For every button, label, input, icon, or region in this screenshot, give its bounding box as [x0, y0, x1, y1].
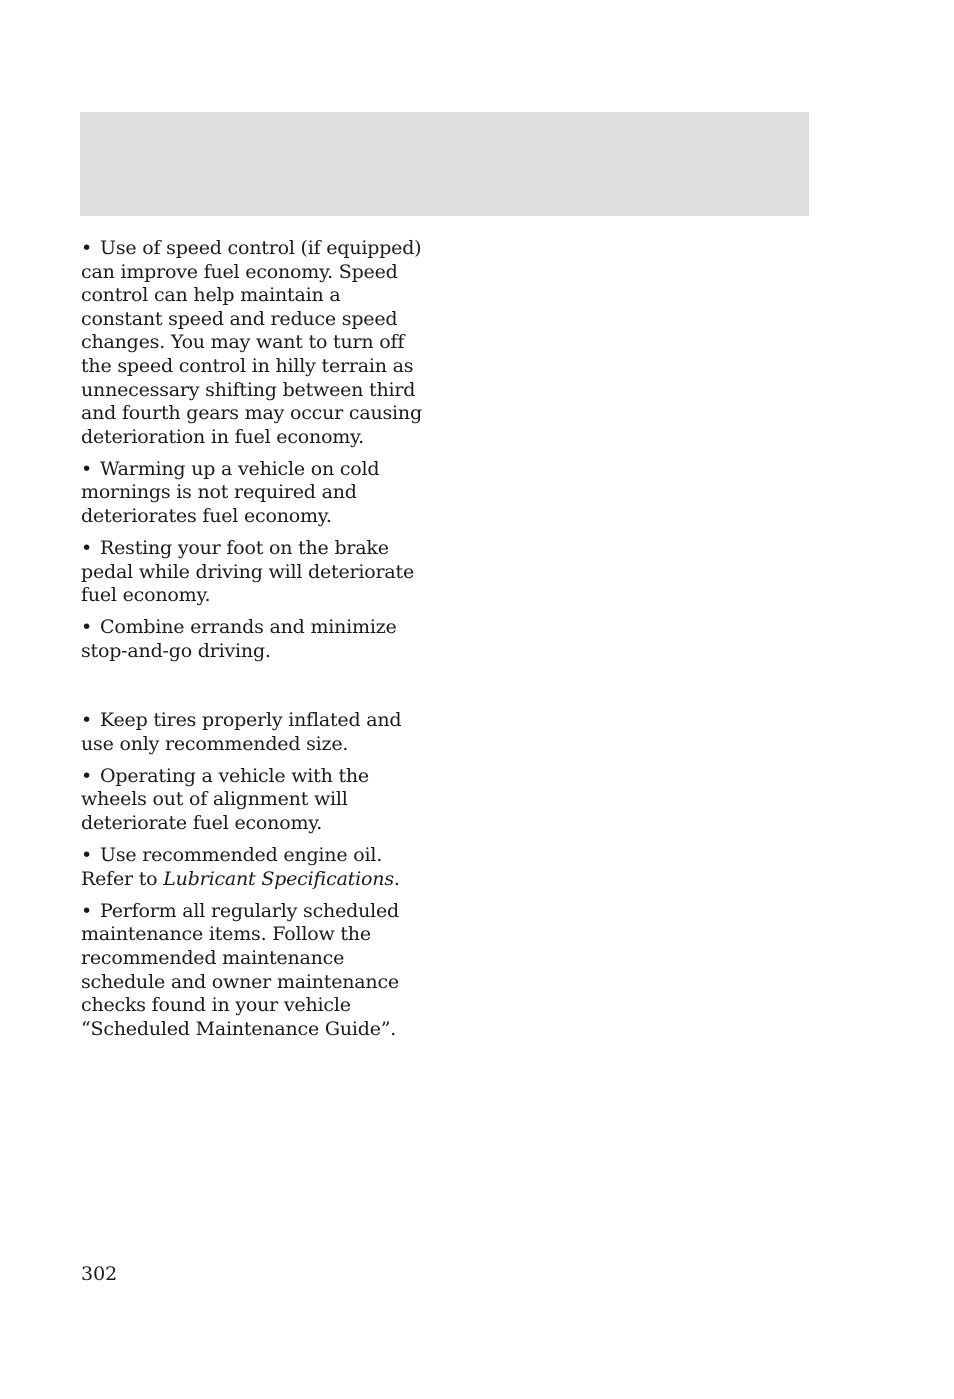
bullet-dot: • — [81, 237, 93, 259]
tip-brake-pedal — [81, 537, 426, 608]
tip-text: Operating a vehicle with the wheels out of alignment will deteriorate fuel economy. — [81, 764, 369, 834]
tip-text: Use of speed control (if equipped) can improve fuel economy. Speed control can help maintain a constant speed and reduce speed changes. You may want to turn off the speed control in hilly terrain as unnecessary shifting between third and fourth gears may occur causing deterioration in fuel economy. — [81, 237, 422, 448]
tip-alignment — [81, 765, 426, 836]
page-number: 302 — [81, 1263, 118, 1285]
tip-text: Combine errands and minimize stop-and-go driving. — [81, 616, 397, 662]
tip-text: Resting your foot on the brake pedal while driving will deteriorate fuel economy. — [81, 537, 415, 607]
bullet-dot: • — [81, 764, 93, 787]
tip-maintenance — [81, 900, 426, 1042]
bullet-dot: • — [81, 537, 93, 560]
bullet-dot: • — [81, 616, 93, 639]
tip-text: Warming up a vehicle on cold mornings is not required and deteriorates fuel economy. — [81, 457, 380, 528]
tip-text: Use recommended engine oil. Refer to — [81, 844, 383, 890]
bullet-dot: • — [81, 709, 93, 732]
tip-tires — [81, 709, 426, 756]
bullet-dot: • — [81, 457, 93, 480]
tip-warming-up — [81, 458, 426, 529]
bullet-dot: • — [81, 844, 93, 867]
tip-text-suffix: . — [393, 867, 400, 890]
tip-combine-errands — [81, 616, 426, 663]
tip-text: Perform all regularly scheduled maintenance items. Follow the recommended maintenance schedule and owner maintenance checks found in your vehicle “Scheduled Maintenance Guide”. — [81, 899, 400, 1040]
lubricant-specifications-reference: Lubricant Specifications — [163, 867, 394, 890]
section-gap — [81, 672, 426, 709]
tip-speed-control — [81, 237, 426, 449]
header-band — [80, 112, 809, 216]
tip-engine-oil — [81, 844, 426, 891]
tips-column — [81, 237, 426, 1050]
bullet-dot: • — [81, 899, 93, 922]
tip-text: Keep tires properly inflated and use only recommended size. — [81, 709, 402, 755]
